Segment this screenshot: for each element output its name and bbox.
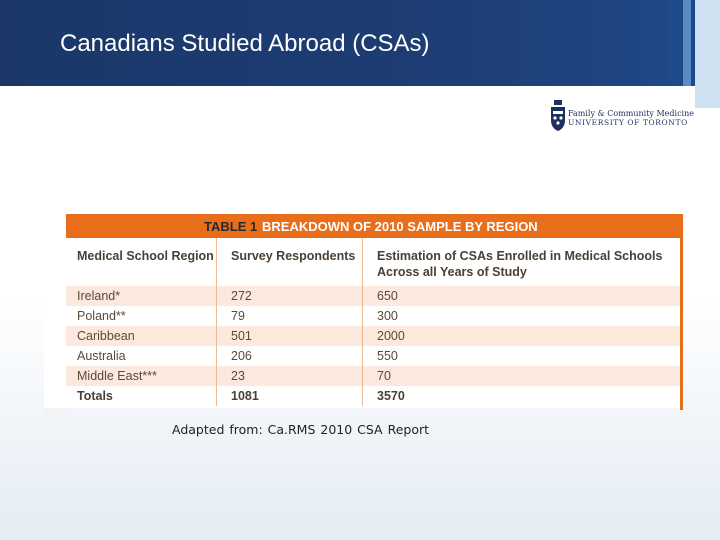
table-header-row — [66, 238, 680, 286]
slide-title: Canadians Studied Abroad (CSAs) — [60, 30, 430, 57]
cell-total-estimation: 3570 — [362, 386, 680, 406]
header-respondents: Survey Respondents — [216, 238, 362, 286]
cell-estimation: 70 — [362, 366, 680, 386]
cell-estimation: 300 — [362, 306, 680, 326]
cell-respondents: 206 — [216, 346, 362, 366]
table-label: TABLE 1 — [204, 219, 258, 234]
cell-estimation: 2000 — [362, 326, 680, 346]
cell-region: Caribbean — [77, 329, 135, 343]
table-totals-row — [66, 386, 680, 406]
table-title: BREAKDOWN OF 2010 SAMPLE BY REGION — [262, 219, 538, 234]
cell-total-label: Totals — [77, 389, 113, 403]
table-row — [66, 306, 680, 326]
cell-region: Ireland* — [77, 289, 121, 303]
cell-estimation: 650 — [362, 286, 680, 306]
cell-respondents: 23 — [216, 366, 362, 386]
table-row — [66, 346, 680, 366]
crest-icon — [550, 100, 566, 132]
header-stripe-mid — [683, 0, 691, 86]
cell-respondents: 79 — [216, 306, 362, 326]
cell-respondents: 501 — [216, 326, 362, 346]
cell-estimation: 550 — [362, 346, 680, 366]
region-table — [66, 214, 683, 410]
header-estimation: Estimation of CSAs Enrolled in Medical Schools Across all Years of Study — [362, 238, 680, 286]
source-caption: Adapted from: Ca.RMS 2010 CSA Report — [172, 422, 430, 437]
header-stripe-light — [695, 0, 720, 108]
header-region: Medical School Region — [77, 249, 214, 263]
cell-respondents: 272 — [216, 286, 362, 306]
table-row — [66, 326, 680, 346]
cell-total-respondents: 1081 — [216, 386, 362, 406]
table-row — [66, 286, 680, 306]
logo-department: Family & Community Medicine — [568, 109, 694, 118]
cell-region: Poland** — [77, 309, 126, 323]
table-row — [66, 366, 680, 386]
logo-university: UNIVERSITY OF TORONTO — [568, 118, 688, 127]
cell-region: Middle East*** — [77, 369, 157, 383]
cell-region: Australia — [77, 349, 126, 363]
header-stripe-dark — [668, 0, 680, 86]
table-title-bar — [66, 214, 680, 238]
uoft-logo — [550, 100, 694, 134]
